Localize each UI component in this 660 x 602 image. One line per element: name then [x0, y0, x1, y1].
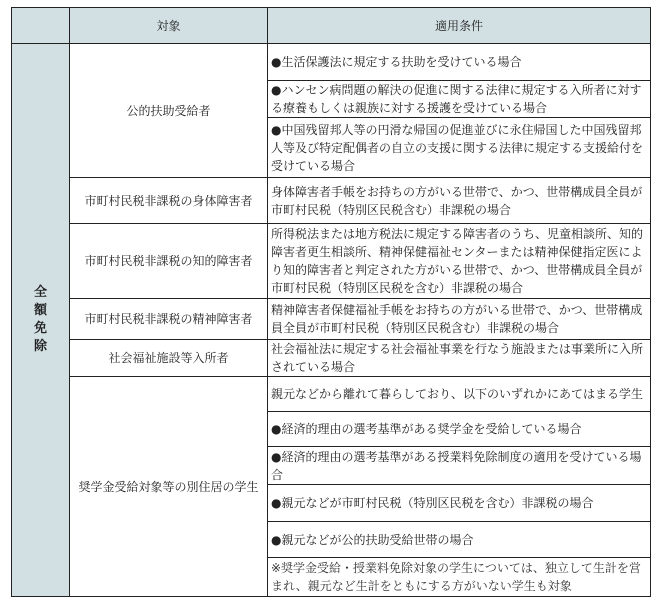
target-student: 奨学金受給対象等の別住居の学生: [70, 377, 268, 597]
table-row: [12, 377, 651, 412]
category-char: 全: [33, 285, 47, 300]
target-intellectual-disability: 市町村民税非課税の知的障害者: [70, 224, 268, 299]
condition-cell: ●親元などが市町村民税（特別区民税を含む）非課税の場合: [268, 485, 651, 522]
condition-cell: ●経済的理由の選考基準がある奨学金を受給している場合: [268, 412, 651, 447]
condition-cell: 社会福祉法に規定する社会福祉事業を行なう施設または事業所に入所されている場合: [268, 340, 651, 377]
header-condition: 適用条件: [268, 8, 651, 44]
category-char: 額: [33, 303, 47, 318]
table-row: [12, 299, 651, 340]
condition-cell: 所得税法または地方税法に規定する障害者のうち、児童相談所、知的障害者更生相談所、精神保健福祉センターまたは精神保健指定医により知的障害者と判定された方がいる世帯で、かつ、世帯構成員全員が市町村民税（特別区民税を含む）非課税の場合: [268, 224, 651, 299]
target-physical-disability: 市町村民税非課税の身体障害者: [70, 178, 268, 224]
condition-note: ※奨学金受給・授業料免除対象の学生については、独立して生計を営まれ、親元など生計をともにする方がいない学生も対象: [268, 558, 651, 597]
condition-cell: ●親元などが公的扶助受給世帯の場合: [268, 522, 651, 558]
condition-cell: 精神障害者保健福祉手帳をお持ちの方がいる世帯で、かつ、世帯構成員全員が市町村民税（特別区民税含む）非課税の場合: [268, 299, 651, 340]
table-row: [12, 178, 651, 224]
target-welfare-facility: 社会福祉施設等入所者: [70, 340, 268, 377]
table-row: [12, 44, 651, 81]
target-mental-disability: 市町村民税非課税の精神障害者: [70, 299, 268, 340]
header-row: [12, 8, 651, 44]
header-blank: [12, 8, 70, 44]
condition-cell: 親元などから離れて暮らしており、以下のいずれかにあてはまる学生: [268, 377, 651, 412]
condition-cell: 身体障害者手帳をお持ちの方がいる世帯で、かつ、世帯構成員全員が市町村民税（特別区民税含む）非課税の場合: [268, 178, 651, 224]
condition-cell: ●生活保護法に規定する扶助を受けている場合: [268, 44, 651, 81]
header-target: 対象: [70, 8, 268, 44]
target-public-assistance: 公的扶助受給者: [70, 44, 268, 178]
category-full-exemption: [12, 44, 70, 597]
table-row: [12, 224, 651, 299]
category-char: 免: [33, 321, 47, 336]
table-row: [12, 340, 651, 377]
condition-cell: ●経済的理由の選考基準がある授業料免除制度の適用を受けている場合: [268, 447, 651, 485]
condition-cell: ●中国残留邦人等の円滑な帰国の促進並びに永住帰国した中国残留邦人等及び特定配偶者の自立の支援に関する法律に規定する支援給付を受けている場合: [268, 118, 651, 178]
condition-cell: ●ハンセン病問題の解決の促進に関する法律に規定する入所者に対する療養もしくは親族に対する援護を受けている場合: [268, 81, 651, 118]
exemption-table: [11, 7, 651, 597]
category-char: 除: [33, 339, 47, 354]
